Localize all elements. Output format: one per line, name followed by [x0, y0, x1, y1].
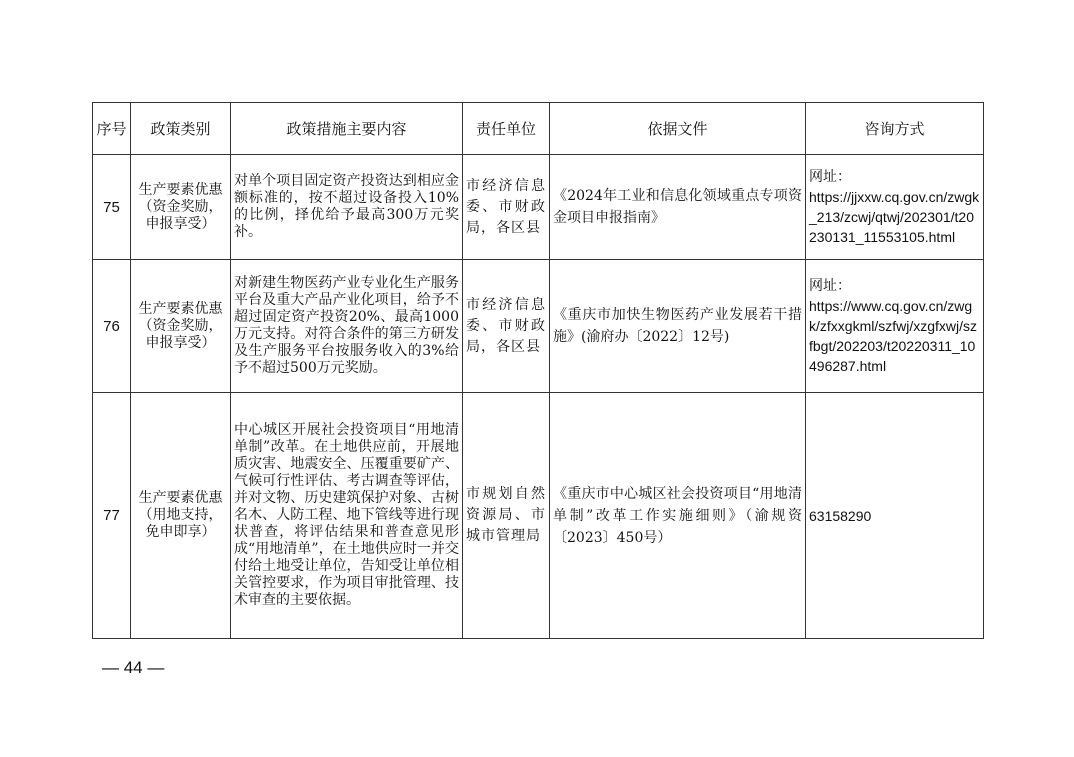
table-row — [93, 393, 984, 639]
policy-table — [92, 102, 984, 639]
row-contact — [806, 260, 984, 393]
row-content: 对新建生物医药产业专业化生产服务平台及重大产品产业化项目，给予不超过固定资产投资20%、最高1000万元支持。对符合条件的第三方研发及生产服务平台按服务收入的3%给予不超过500万元奖励。 — [231, 260, 463, 393]
contact-label: 网址： — [809, 278, 851, 294]
header-unit: 责任单位 — [463, 103, 550, 155]
row-content: 中心城区开展社会投资项目“用地清单制”改革。在土地供应前，开展地质灾害、地震安全、压覆重要矿产、气候可行性评估、考古调查等评估，并对文物、历史建筑保护对象、古树名木、人防工程、地下管线等进行现状普查，将评估结果和普查意见形成“用地清单”，在土地供应时一并交付给土地受让单位，告知受让单位相关管控要求，作为项目审批管理、技术审查的主要依据。 — [231, 393, 463, 639]
contact-url[interactable]: https://jjxxw.cq.gov.cn/zwgk_213/zcwj/qtwj/202301/t20230131_11553105.html — [809, 189, 980, 245]
row-unit: 市经济信息委、市财政局，各区县 — [463, 260, 550, 393]
row-unit: 市经济信息委、市财政局，各区县 — [463, 155, 550, 260]
page-number: — 44 — — [102, 658, 165, 677]
header-category: 政策类别 — [131, 103, 231, 155]
row-basis: 《重庆市中心城区社会投资项目“用地清单制”改革工作实施细则》（渝规资〔2023〕450号） — [550, 393, 806, 639]
header-content: 政策措施主要内容 — [231, 103, 463, 155]
row-contact — [806, 393, 984, 639]
row-index: 77 — [93, 393, 131, 639]
row-index: 75 — [93, 155, 131, 260]
row-category: 生产要素优惠（用地支持，免申即享） — [131, 393, 231, 639]
contact-label: 网址： — [809, 169, 851, 185]
row-basis: 《重庆市加快生物医药产业发展若干措施》(渝府办〔2022〕12号) — [550, 260, 806, 393]
header-basis: 依据文件 — [550, 103, 806, 155]
table-row — [93, 260, 984, 393]
row-basis: 《2024年工业和信息化领域重点专项资金项目申报指南》 — [550, 155, 806, 260]
row-unit: 市规划自然资源局、市城市管理局 — [463, 393, 550, 639]
header-contact: 咨询方式 — [806, 103, 984, 155]
header-index: 序号 — [93, 103, 131, 155]
row-content: 对单个项目固定资产投资达到相应金额标准的，按不超过设备投入10%的比例，择优给予最高300万元奖补。 — [231, 155, 463, 260]
row-contact — [806, 155, 984, 260]
contact-url[interactable]: https://www.cq.gov.cn/zwgk/zfxxgkml/szfwj/xzgfxwj/szfbgt/202203/t20220311_10496287.html — [809, 298, 978, 374]
row-index: 76 — [93, 260, 131, 393]
table-header-row — [93, 103, 984, 155]
contact-phone: 63158290 — [809, 507, 872, 524]
row-category: 生产要素优惠（资金奖励，申报享受） — [131, 260, 231, 393]
row-category: 生产要素优惠（资金奖励，申报享受） — [131, 155, 231, 260]
table-row — [93, 155, 984, 260]
